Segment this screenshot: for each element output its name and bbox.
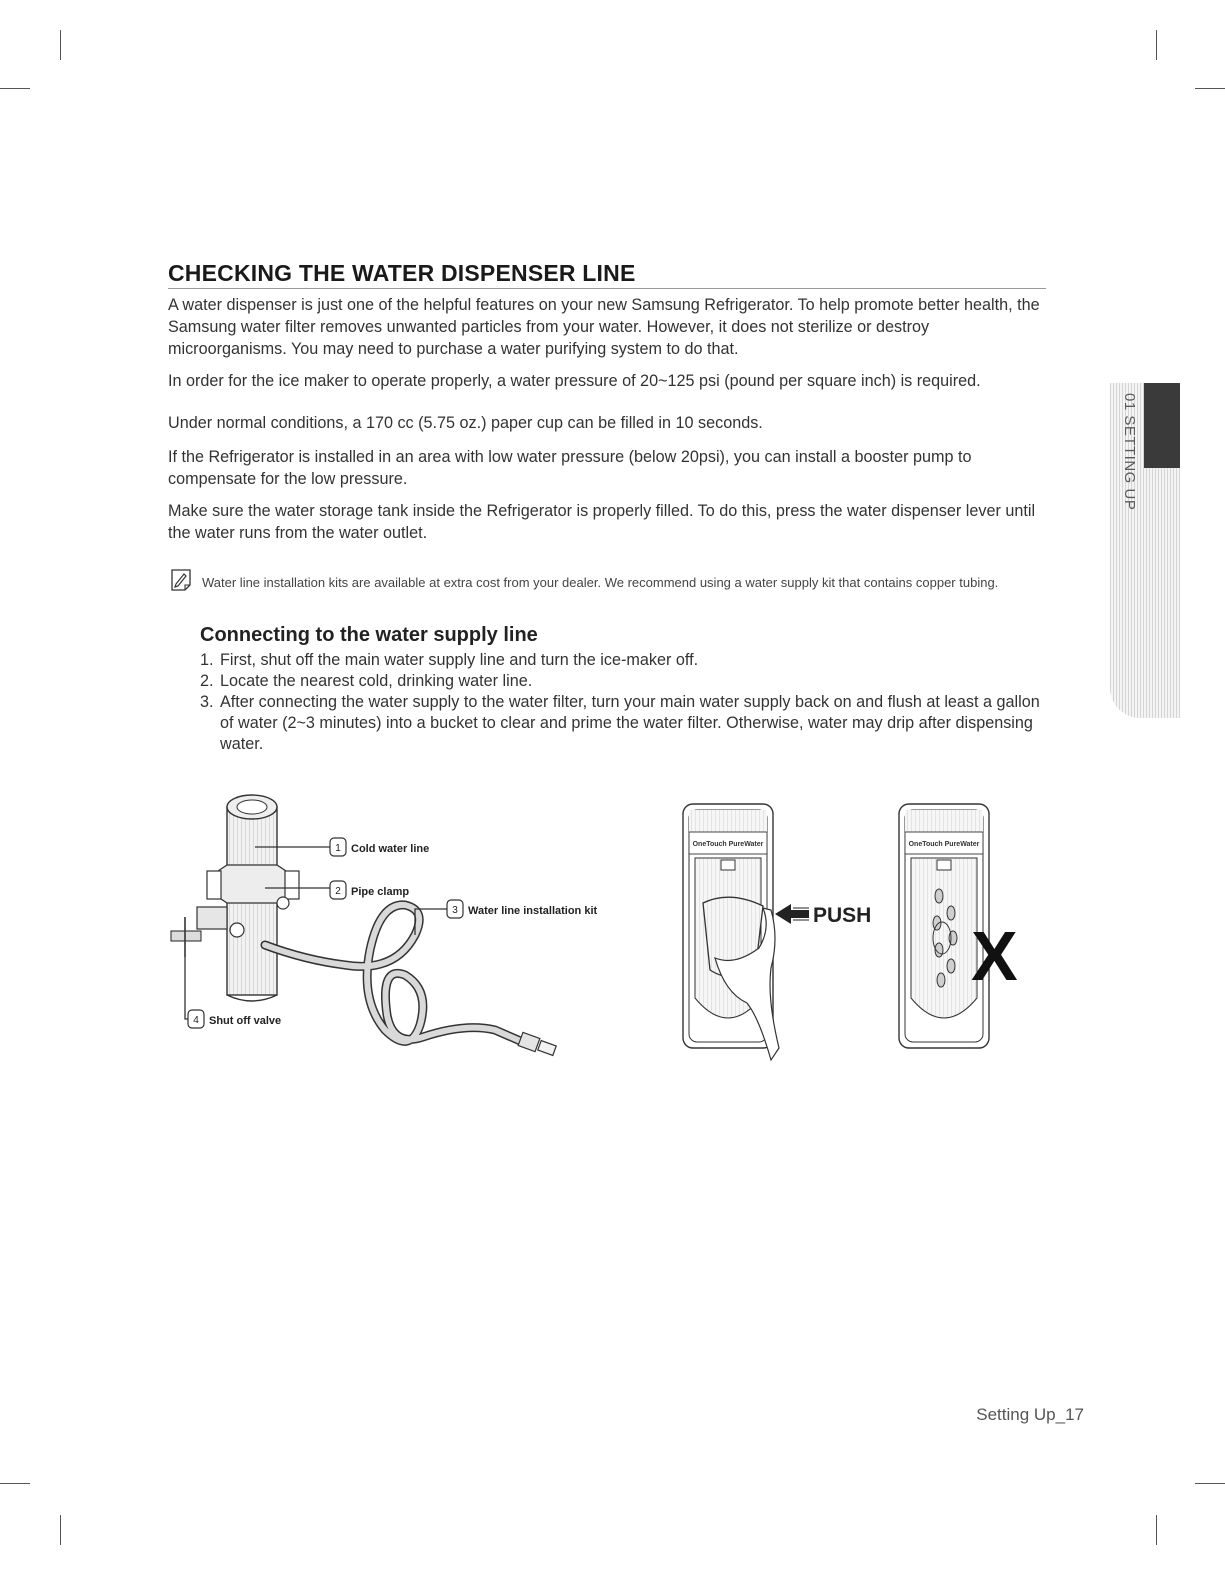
callout-label: Pipe clamp (351, 886, 410, 898)
side-tab-marker (1144, 383, 1180, 468)
crop-mark (0, 1483, 30, 1484)
callout-label: Water line installation kit (468, 905, 598, 917)
crop-mark (1195, 1483, 1225, 1484)
callout-number: 2 (335, 886, 341, 897)
dispenser-wrong-figure (895, 798, 1035, 1058)
subsection-title: Connecting to the water supply line (200, 624, 538, 646)
paragraph-cup: Under normal conditions, a 170 cc (5.75 oz.) paper cup can be filled in 10 seconds. (168, 414, 763, 432)
callout-number: 3 (452, 905, 458, 916)
list-item (200, 650, 1050, 671)
list-item (200, 692, 1050, 755)
callout-label: Shut off valve (209, 1015, 282, 1027)
step-number: 3. (200, 693, 214, 711)
crop-mark (1156, 1515, 1157, 1545)
wrong-mark-icon: X (971, 917, 1018, 995)
dispenser-push-figure (675, 798, 875, 1070)
callout-installation-kit (447, 900, 598, 918)
step-number: 1. (200, 651, 214, 669)
water-line-installation-kit (265, 905, 556, 1056)
push-arrow-icon (775, 904, 809, 924)
step-list (200, 650, 1050, 755)
water-line-installation-figure (165, 785, 625, 1075)
crop-mark (1195, 88, 1225, 89)
callout-label: Cold water line (351, 843, 430, 855)
paragraph-intro: A water dispenser is just one of the helpful features on your new Samsung Refrigerator. To help promote better health, the Samsung water filter removes unwanted particles from your water. However, it does not sterilize or destroy microorganisms. You may need to purchase a water purifying system to do that. (168, 296, 1040, 358)
side-tab-label: 01 SETTING UP (1121, 393, 1138, 511)
step-number: 2. (200, 672, 214, 690)
callout-number: 4 (193, 1015, 199, 1026)
paragraph-tank: Make sure the water storage tank inside the Refrigerator is properly filled. To do this, press the water dispenser lever until the water runs from the water outlet. (168, 502, 1036, 542)
crop-mark (1156, 30, 1157, 60)
push-label: PUSH (813, 904, 872, 927)
step-text: First, shut off the main water supply line and turn the ice-maker off. (220, 651, 699, 669)
dispenser-brand-label: OneTouch PureWater (692, 841, 764, 848)
crop-mark (60, 1515, 61, 1545)
pipe-clamp (207, 865, 299, 909)
paragraph-booster: If the Refrigerator is installed in an area with low water pressure (below 20psi), you can install a booster pump to compensate for the low pressure. (168, 448, 972, 488)
page-footer: Setting Up_17 (976, 1405, 1084, 1424)
chapter-side-tab (1110, 383, 1180, 718)
crop-mark (0, 88, 30, 89)
callout-pipe-clamp (330, 881, 409, 899)
note-icon (170, 568, 192, 592)
crop-mark (60, 30, 61, 60)
note-text: Water line installation kits are available at extra cost from your dealer. We recommend using a water supply kit that contains copper tubing. (202, 575, 999, 590)
list-item (200, 671, 1050, 692)
dispenser-brand-label: OneTouch PureWater (908, 841, 980, 848)
callout-cold-water-line (330, 838, 429, 856)
step-text: After connecting the water supply to the water filter, turn your main water supply back on and flush at least a gallon of water (2~3 minutes) into a bucket to clear and prime the water filter. Otherwise, water may drip after dispensing water. (220, 693, 1040, 753)
paragraph-pressure: In order for the ice maker to operate properly, a water pressure of 20~125 psi (pound per square inch) is required. (168, 372, 981, 390)
step-text: Locate the nearest cold, drinking water line. (220, 672, 533, 690)
callout-shut-off-valve (188, 1010, 281, 1028)
section-title: CHECKING THE WATER DISPENSER LINE (168, 260, 1046, 289)
callout-number: 1 (335, 843, 341, 854)
